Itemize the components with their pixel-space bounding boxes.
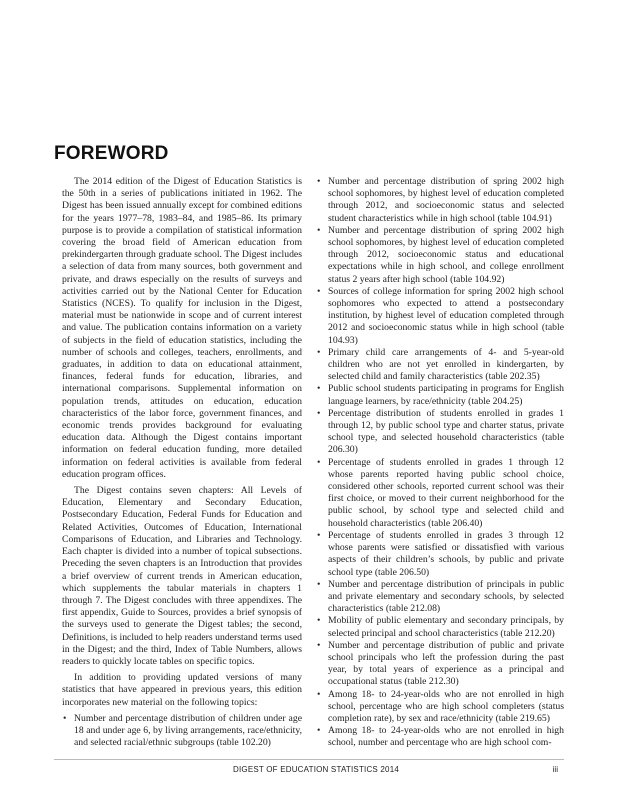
list-item-text: Percentage of students enrolled in grades 1 through 12 whose parents reported having public school choice, considered other schools, reported current school was their first choice, or moved to their current neighborhood for the public school, by school type and selected child and household characteristics (table 206.40) [328, 456, 564, 529]
list-item [316, 286, 564, 347]
bullet-glyph: • [63, 712, 67, 724]
bullet-glyph: • [317, 615, 321, 627]
bullet-glyph: • [317, 529, 321, 541]
bullet-glyph: • [317, 578, 321, 590]
list-item-text: Number and percentage distribution of principals in public and private elementary and secondary schools, by selected characteristics (table 212.08) [328, 578, 564, 615]
bullet-glyph: • [317, 407, 321, 419]
right-bullet-list [316, 176, 564, 750]
list-item-text: Primary child care arrangements of 4- and 5-year-old children who are not yet enrolled in kindergarten, by selected child and family characteristics (table 202.35) [328, 346, 564, 383]
list-item-text: Sources of college information for spring 2002 high school sophomores who expected to attend a postsecondary institution, by highest level of education completed through 2012 and socioeconomic status while in high school (table 104.93) [328, 285, 564, 346]
bullet-glyph: • [317, 224, 321, 236]
list-item [316, 689, 564, 726]
list-item-text: Public school students participating in programs for English language learners, by race/ethnicity (table 204.25) [328, 383, 564, 407]
list-item [316, 347, 564, 384]
bullet-glyph: • [317, 639, 321, 651]
footer-title: DIGEST OF EDUCATION STATISTICS 2014 [233, 765, 399, 774]
list-item [316, 383, 564, 407]
bullet-glyph: • [317, 346, 321, 358]
paragraph-intro: The 2014 edition of the Digest of Education Statistics is the 50th in a series of publications initiated in 1962. The Digest has been issued annually except for combined editions for the years 1977–78, 1983–84, and 1985–86. Its primary purpose is to provide a compilation of statistical information covering the broad field of American education from prekindergarten through graduate school. The Digest includes a selection of data from many sources, both government and private, and draws especially on the results of surveys and activities carried out by the National Center for Education Statistics (NCES). To qualify for inclusion in the Digest, material must be nationwide in scope and of current interest and value. The publication contains information on a variety of subjects in the field of education statistics, including the number of schools and colleges, teachers, enrollments, and graduates, in addition to data on educational attainment, finances, federal funds for education, libraries, and international comparisons. Supplemental information on population trends, attitudes on education, education characteristics of the labor force, government finances, and economic trends provides background for evaluating education data. Although the Digest contains important information on federal education funding, more detailed information on federal activities is available from federal education program offices. [62, 176, 302, 480]
left-bullet-list [62, 713, 302, 750]
list-item-text: Among 18- to 24-year-olds who are not enrolled in high school, number and percentage who are high school com- [328, 725, 564, 749]
list-item-text: Percentage distribution of students enrolled in grades 1 through 12, by public school type and charter status, private school type, and selected household characteristics (table 206.30) [328, 407, 564, 456]
list-item [62, 713, 302, 750]
list-item-text: Mobility of public elementary and secondary principals, by selected principal and school characteristics (table 212.20) [328, 615, 564, 639]
list-item-text: Number and percentage distribution of public and private school principals who left the profession during the past year, by total years of experience as a principal and occupational status (table 212.30) [328, 639, 564, 688]
list-item-text: Number and percentage distribution of children under age 18 and under age 6, by living arrangements, race/ethnicity, and selected racial/ethnic subgroups (table 102.20) [74, 712, 302, 749]
left-column [62, 176, 302, 749]
list-item-text: Among 18- to 24-year-olds who are not enrolled in high school, percentage who are high school completers (status completion rate), by sex and race/ethnicity (table 219.65) [328, 688, 564, 724]
list-item [316, 225, 564, 286]
paragraph-chapters: The Digest contains seven chapters: All Levels of Education, Elementary and Secondary Education, Postsecondary Education, Federal Funds for Education and Related Activities, Outcomes of Education, International Comparisons of Education, and Libraries and Technology. Each chapter is divided into a number of topical subsections. Preceding the seven chapters is an Introduction that provides a brief overview of current trends in American education, which supplements the tabular materials in chapters 1 through 7. The Digest concludes with three appendixes. The first appendix, Guide to Sources, provides a brief synopsis of the surveys used to generate the Digest tables; the second, Definitions, is included to help readers understand terms used in the Digest; and the third, Index of Table Numbers, allows readers to quickly locate tables on specific topics. [62, 485, 302, 667]
bullet-glyph: • [317, 456, 321, 468]
list-item [316, 615, 564, 639]
list-item [316, 725, 564, 749]
list-item [316, 408, 564, 457]
bullet-glyph: • [317, 725, 321, 737]
paragraph-new-material: In addition to providing updated versions of many statistics that have appeared in previous years, this edition incorporates new material on the following topics: [62, 672, 302, 708]
bullet-glyph: • [317, 285, 321, 297]
page-heading: FOREWORD [54, 143, 169, 164]
list-item [316, 579, 564, 616]
list-item-text: Number and percentage distribution of spring 2002 high school sophomores, by highest level of education completed through 2012, socioeconomic status and educational expectations while in high school, and college enrollment status 2 years after high school (table 104.92) [328, 224, 564, 285]
list-item-text: Number and percentage distribution of spring 2002 high school sophomores, by highest level of education completed through 2012, and socioeconomic status and selected student characteristics while in high school (table 104.91) [328, 176, 564, 224]
bullet-glyph: • [317, 688, 321, 700]
list-item [316, 457, 564, 530]
bullet-glyph: • [317, 383, 321, 395]
page-number: iii [552, 765, 558, 774]
list-item [316, 640, 564, 689]
list-item [316, 176, 564, 225]
list-item [316, 530, 564, 579]
right-column [316, 176, 564, 750]
footer-rule [54, 759, 564, 760]
list-item-text: Percentage of students enrolled in grades 3 through 12 whose parents were satisfied or dissatisfied with various aspects of their children’s schools, by public and private school type (table 206.50) [328, 529, 564, 578]
bullet-glyph: • [317, 176, 321, 187]
